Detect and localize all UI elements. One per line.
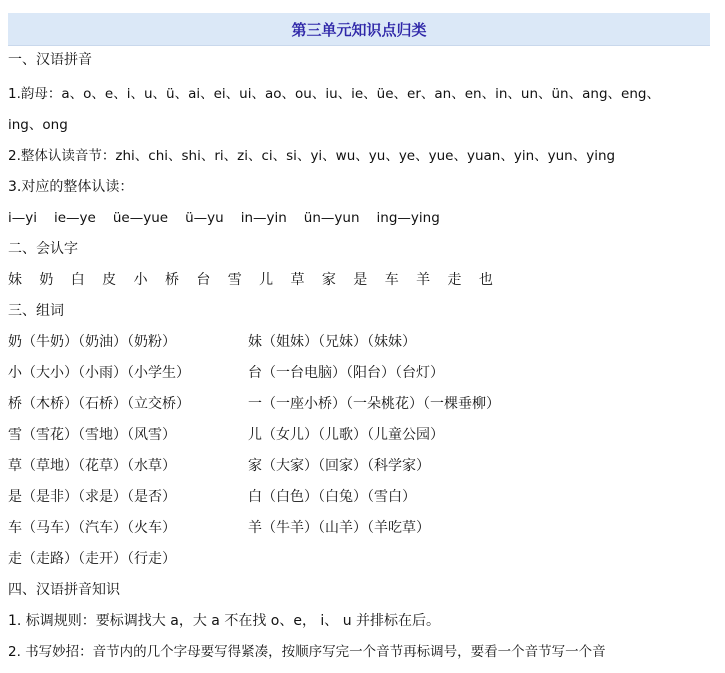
character: 走 [447,272,462,288]
word-group: 小（大小）（小雨）（小学生） [8,365,190,381]
corresponding-syllables-label: 3.对应的整体认读： [8,179,134,195]
character: 羊 [416,272,431,288]
character: 车 [384,272,399,288]
character: 皮 [102,272,117,288]
section-heading-pinyin: 一、汉语拼音 [8,52,92,68]
word-group: 桥（木桥）（石桥）（立交桥） [8,396,190,412]
character: 台 [196,272,211,288]
character: 草 [290,272,305,288]
syllable-pairs [8,208,457,228]
word-group: 走（走路）（走开）（行走） [8,551,176,567]
writing-tip-line: 2. 书写妙招：音节内的几个字母要写得紧凑，按顺序写完一个音节再标调号，要看一个音节写一个音 [8,644,606,660]
tone-rule-line: 1. 标调规则：要标调找大 a，大 a 不在找 o、e， i、 u 并排标在后。 [8,613,441,629]
word-group: 白（白色）（白兔）（雪白） [248,489,416,505]
title-bar [8,13,710,46]
syllable-pair: in—yin [240,210,287,226]
character: 小 [133,272,148,288]
character: 也 [478,272,493,288]
section-heading-pinyin-knowledge: 四、汉语拼音知识 [8,582,120,598]
syllable-pair: üe—yue [112,210,169,226]
character: 白 [70,272,85,288]
word-group: 羊（牛羊）（山羊）（羊吃草） [248,520,430,536]
syllable-pair: ün—yun [303,210,360,226]
syllable-pair: ie—ye [54,210,96,226]
word-group: 奶（牛奶）（奶油）（奶粉） [8,334,176,350]
syllable-pair: ü—yu [185,210,224,226]
word-group: 是（是非）（求是）（是否） [8,489,176,505]
syllable-pair: ing—ying [376,210,440,226]
word-group: 草（草地）（花草）（水草） [8,458,176,474]
section-heading-words: 三、组词 [8,303,64,319]
word-group: 车（马车）（汽车）（火车） [8,520,176,536]
character: 是 [353,272,368,288]
syllable-pair: i—yi [8,210,37,226]
character: 雪 [227,272,242,288]
character: 家 [321,272,336,288]
finals-line-continued: ing、ong [8,117,68,133]
word-group: 妹（姐妹）（兄妹）（妹妹） [248,334,416,350]
word-group: 台（一台电脑）（阳台）（台灯） [248,365,444,381]
character: 桥 [164,272,179,288]
recognized-characters [8,270,510,290]
whole-syllables-line: 2.整体认读音节：zhi、chi、shi、ri、zi、ci、si、yi、wu、yu、ye、yue、yuan、yin、yun、ying [8,148,616,164]
character: 儿 [259,272,274,288]
section-heading-characters: 二、会认字 [8,241,78,257]
character: 奶 [39,272,54,288]
word-group: 雪（雪花）（雪地）（风雪） [8,427,176,443]
word-group: 家（大家）（回家）（科学家） [248,458,430,474]
finals-line: 1.韵母：a、o、e、i、u、ü、ai、ei、ui、ao、ou、iu、ie、üe、er、an、en、in、un、ün、ang、eng、 [8,86,660,102]
page-title: 第三单元知识点归类 [291,20,427,39]
word-group: 一（一座小桥）（一朵桃花）（一棵垂柳） [248,396,500,412]
word-group: 儿（女儿）（儿歌）（儿童公园） [248,427,444,443]
character: 妹 [8,272,22,288]
